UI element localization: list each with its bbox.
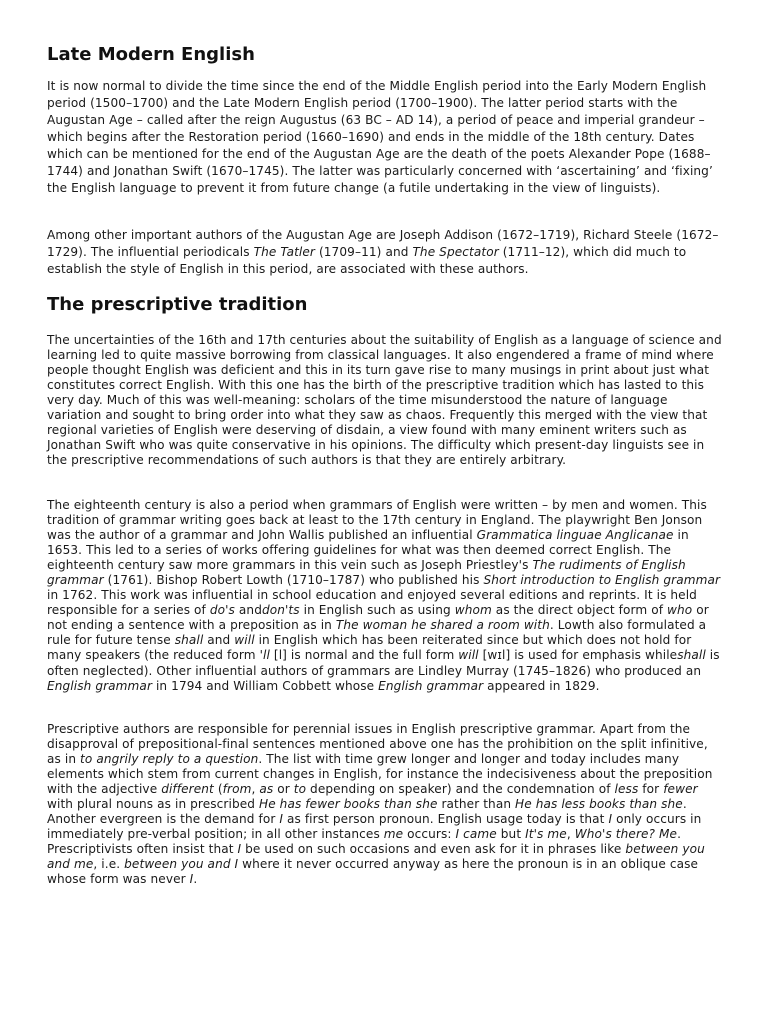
text-run: , bbox=[566, 827, 575, 842]
text-run: occurs: bbox=[403, 827, 456, 842]
text-run: (1761). Bishop Robert Lowth (1710–1787) who published his bbox=[103, 573, 484, 588]
italic-run: will bbox=[458, 648, 479, 663]
italic-run: don'ts bbox=[261, 603, 300, 618]
text-run: and bbox=[203, 633, 235, 648]
text-run: , i.e. bbox=[93, 857, 125, 872]
italic-run: It's me bbox=[525, 827, 567, 842]
text-run: . The list with time grew longer and longer and today includes many elements which stem from current changes in English, for instance the indecisiveness about the preposition with the adjective bbox=[47, 752, 713, 797]
section-heading-prescriptive-tradition: The prescriptive tradition bbox=[47, 294, 308, 315]
italic-run: Who's there? Me bbox=[574, 827, 678, 842]
italic-run: I bbox=[608, 812, 613, 827]
periodical-title: The Spectator bbox=[412, 245, 499, 259]
text-run: [l] is normal and the full form bbox=[269, 648, 459, 663]
text-run: , bbox=[251, 782, 260, 797]
text-run: in 1794 and William Cobbett whose bbox=[152, 678, 379, 693]
italic-run: as bbox=[259, 782, 274, 797]
italic-run: I bbox=[279, 812, 284, 827]
text-run: where it never occurred anyway as here the pronoun is in an oblique case whose form was never bbox=[47, 857, 699, 887]
italic-run: English grammar bbox=[47, 678, 153, 693]
italic-run: shall bbox=[174, 633, 204, 648]
italic-run: He has less books than she bbox=[515, 797, 683, 812]
italic-run: to bbox=[293, 782, 307, 797]
periodical-title: The Tatler bbox=[253, 245, 315, 259]
italic-run: who bbox=[667, 603, 693, 618]
text-run: and bbox=[234, 603, 262, 618]
text-run: is often neglected). Other influential authors of grammars are Lindley Murray (1745–1826) who produced an bbox=[47, 648, 720, 678]
text-run: in 1762. This work was influential in school education and enjoyed several editions and reprints. It is held responsible for a series of bbox=[47, 588, 697, 618]
text-run: appeared in 1829. bbox=[483, 678, 600, 693]
italic-run: from bbox=[222, 782, 252, 797]
italic-run: 'll bbox=[259, 648, 270, 663]
paragraph-prescriptive-3 bbox=[47, 722, 723, 888]
paragraph-late-modern-2 bbox=[47, 227, 719, 278]
text-run: be used on such occasions and even ask for it in phrases like bbox=[241, 842, 626, 857]
text-run: Among other important authors of the Augustan Age are Joseph Addison (1672–1719), Richard Steele (1672–1729). The influential periodicals bbox=[47, 228, 719, 259]
text-run: [wɪl] is used for emphasis while bbox=[478, 648, 678, 663]
text-run: as first person pronoun. English usage today is that bbox=[283, 812, 609, 827]
text-run: in English such as using bbox=[299, 603, 455, 618]
italic-run: will bbox=[234, 633, 255, 648]
italic-run: The woman he shared a room with bbox=[335, 618, 550, 633]
italic-run: English grammar bbox=[378, 678, 484, 693]
text-run: but bbox=[496, 827, 526, 842]
italic-run: He has fewer books than she bbox=[259, 797, 438, 812]
section-heading-late-modern-english: Late Modern English bbox=[47, 44, 255, 65]
text-run: rather than bbox=[437, 797, 516, 812]
text-run: for bbox=[638, 782, 664, 797]
italic-run: to angrily reply to a question bbox=[80, 752, 259, 767]
italic-run: less bbox=[614, 782, 639, 797]
italic-run: do's bbox=[209, 603, 235, 618]
text-run: or bbox=[273, 782, 294, 797]
text-run: . Prescriptivists often insist that bbox=[47, 827, 682, 857]
italic-run: Grammatica linguae Anglicanae bbox=[476, 528, 674, 543]
paragraph-late-modern-1: It is now normal to divide the time since the end of the Middle English period into the Early Modern English period (1500–1700) and the Late Modern English period (1700–1900). The latter period starts with the Augustan Age – called after the reign Augustus (63 BC – AD 14), a period of peace and imperial grandeur – which begins after the Restoration period (1660–1690) and ends in the middle of the 18th century. Dates which can be mentioned for the end of the Augustan Age are the death of the poets Alexander Pope (1688–1744) and Jonathan Swift (1670–1745). The latter was particularly concerned with ‘ascertaining’ and ‘fixing’ the English language to prevent it from future change (a futile undertaking in the view of linguists). bbox=[47, 79, 713, 195]
text-run: (1709–11) and bbox=[315, 245, 413, 259]
text-run: only occurs in immediately pre-verbal position; in all other instances bbox=[47, 812, 702, 842]
text-run: . bbox=[193, 872, 198, 887]
italic-run: I bbox=[189, 872, 194, 887]
text-run: as the direct object form of bbox=[491, 603, 668, 618]
text-run: The eighteenth century is also a period when grammars of English were written – by men and women. This tradition of grammar writing goes back at least to the 17th century in England. The playwright Ben Jonson was the author of a grammar and John Wallis published an influential bbox=[47, 498, 707, 543]
text-run: depending on speaker) and the condemnation of bbox=[306, 782, 615, 797]
italic-run: whom bbox=[454, 603, 492, 618]
text-run: or not ending a sentence with a preposition as in bbox=[47, 603, 709, 633]
italic-run: Short introduction to English grammar bbox=[483, 573, 721, 588]
italic-run: shall bbox=[677, 648, 706, 663]
italic-run: I came bbox=[455, 827, 497, 842]
text-run: (1711–12), which did much to establish the style of English in this period, are associated with these authors. bbox=[47, 245, 687, 276]
italic-run: I bbox=[237, 842, 242, 857]
text-run: ( bbox=[213, 782, 223, 797]
paragraph-prescriptive-2 bbox=[47, 498, 723, 694]
italic-run: between you and I bbox=[124, 857, 239, 872]
text-run: Prescriptive authors are responsible for perennial issues in English prescriptive grammar. Apart from the disapproval of prepositional-final sentences mentioned above one has the prohibition on the split infinitive, as in bbox=[47, 722, 708, 767]
paragraph-prescriptive-1: The uncertainties of the 16th and 17th centuries about the suitability of English as a language of science and learning led to quite massive borrowing from classical languages. It also engendered a frame of mind where people thought English was deficient and this in its turn gave rise to many musings in print about just what constitutes correct English. With this one has the birth of the prescriptive tradition which has lasted to this very day. Much of this was well-meaning: scholars of the time misunderstood the nature of language variation and sought to bring order into what they saw as chaos. Frequently this merged with the view that regional varieties of English were deserving of disdain, a view found with many eminent writers such as Jonathan Swift who was quite conservative in his opinions. The difficulty which present-day linguists see in the prescriptive recommendations of such authors is that they are entirely arbitrary. bbox=[47, 333, 722, 468]
italic-run: different bbox=[161, 782, 214, 797]
italic-run: me bbox=[383, 827, 404, 842]
italic-run: between you and me bbox=[47, 842, 705, 872]
italic-run: The rudiments of English grammar bbox=[47, 558, 686, 588]
text-run: with plural nouns as in prescribed bbox=[47, 797, 259, 812]
text-run: . Another evergreen is the demand for bbox=[47, 797, 687, 827]
text-run: . Lowth also formulated a rule for future tense bbox=[47, 618, 707, 648]
italic-run: fewer bbox=[663, 782, 698, 797]
text-run: in English which has been reiterated since but which does not hold for many speakers (the reduced form bbox=[47, 633, 692, 663]
text-run: in 1653. This led to a series of works offering guidelines for what was then deemed correct English. The eighteenth century saw more grammars in this vein such as Joseph Priestley's bbox=[47, 528, 689, 573]
